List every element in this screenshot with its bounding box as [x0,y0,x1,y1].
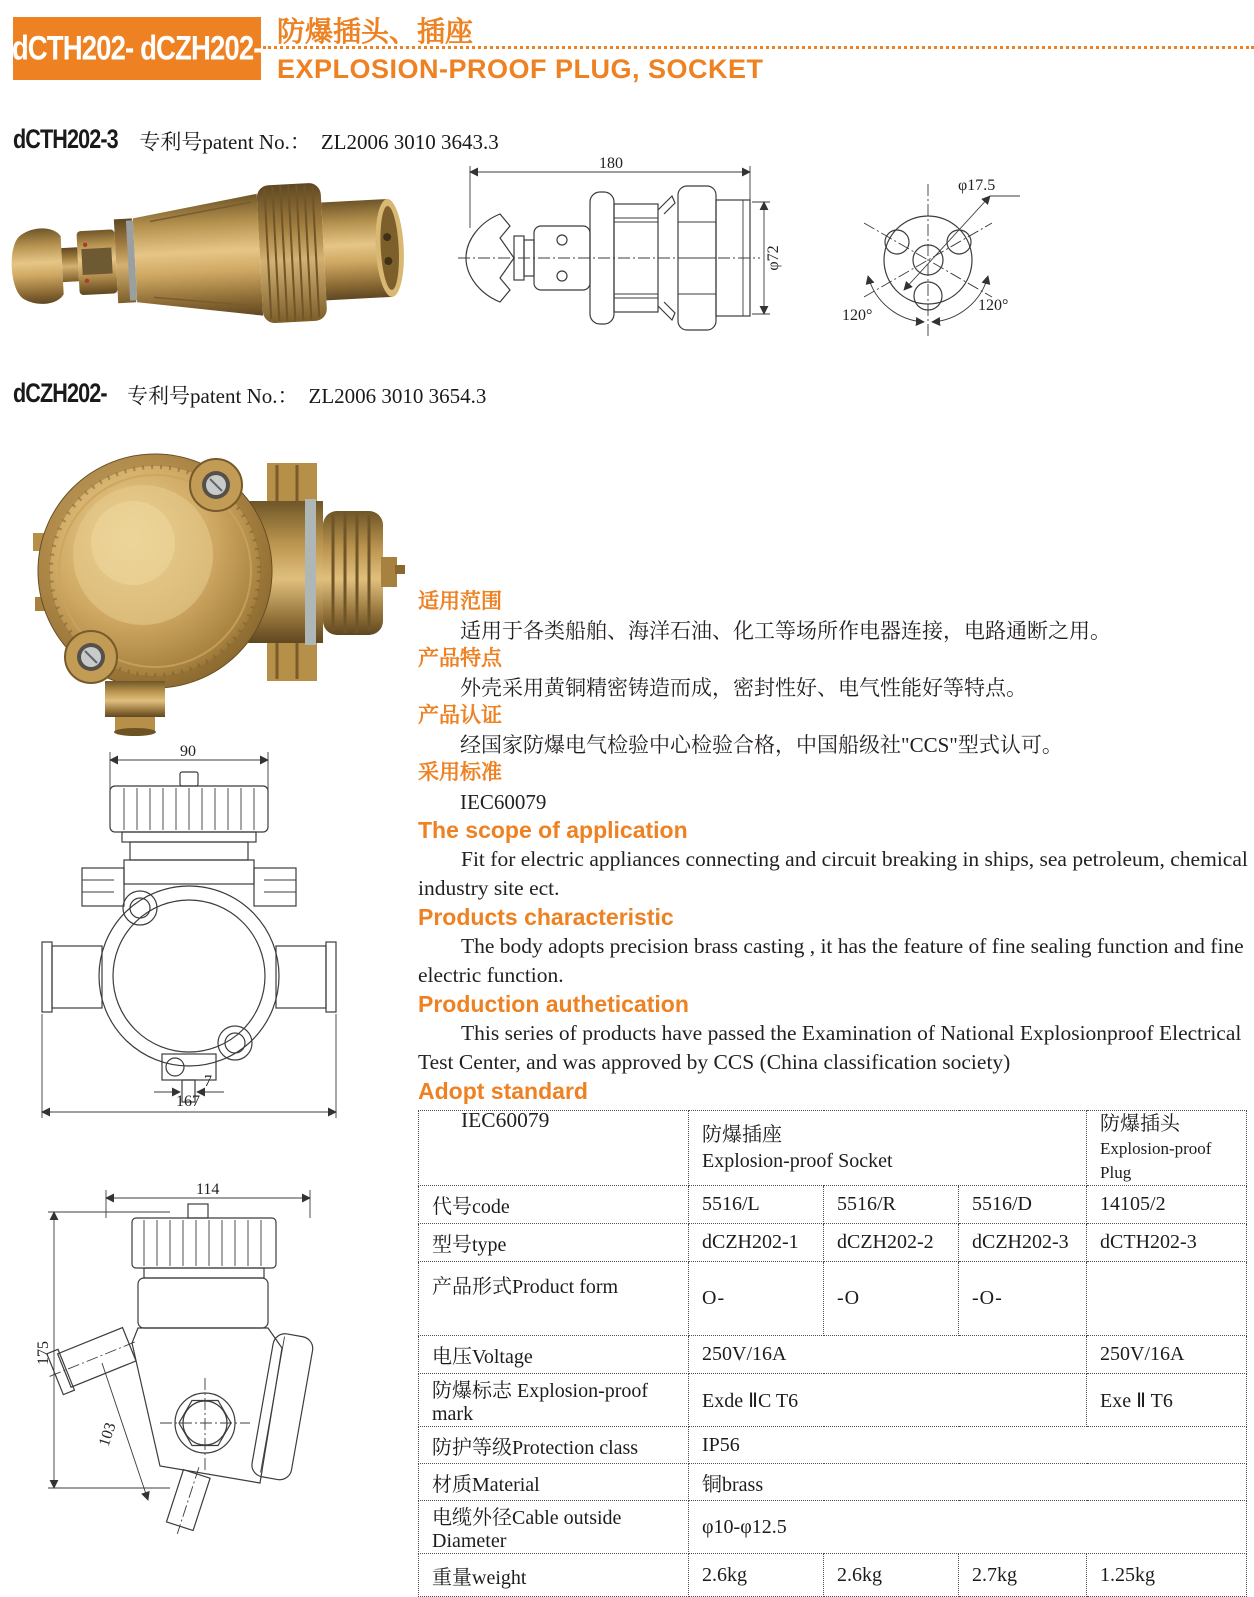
voltage-plug: 250V/16A [1087,1336,1247,1374]
mark-label: 防爆标志 Explosion-proof mark [419,1374,689,1427]
plug-side-drawing [458,156,788,338]
info-heading-en-authentication: Production authetication [418,991,689,1017]
group-header-plug [1087,1111,1247,1186]
form-v1: O- [689,1262,824,1336]
type-v2: dCZH202-2 [824,1224,959,1262]
socket-patent-label: 专利号patent No.： [127,384,299,408]
cable-label: 电缆外径Cable outside Diameter [419,1501,689,1554]
code-v3: 5516/D [959,1186,1087,1224]
group-header-empty-cell [419,1111,689,1186]
weight-v2: 2.6kg [824,1554,959,1597]
mark-socket: Exde ⅡC T6 [689,1374,1087,1427]
table-row-mark [419,1374,1247,1427]
socket-photo-body [33,454,405,736]
type-v4: dCTH202-3 [1087,1224,1247,1262]
plug-patent-label: 专利号patent No.： [139,130,311,154]
form-v4 [1087,1262,1247,1336]
plug-angle-left: 120° [842,307,873,324]
table-row-voltage [419,1336,1247,1374]
info-body-zh-standard: IEC60079 [460,789,547,814]
socket-side-height-dim: 175 [35,1341,52,1365]
weight-v3: 2.7kg [959,1554,1087,1597]
group-header-socket [689,1111,1087,1186]
cable-value: φ10-φ12.5 [689,1501,1247,1554]
table-row-group-header [419,1111,1247,1186]
socket-photo [5,405,405,737]
plug-diameter-dim: φ72 [765,245,782,271]
plug-photo [2,150,437,365]
socket-group-zh: 防爆插座 [702,1124,782,1146]
material-value: 铜brass [689,1464,1247,1501]
weight-v1: 2.6kg [689,1554,824,1597]
socket-patent-number: ZL2006 3010 3654.3 [308,384,487,408]
socket-side-drawing [20,1178,388,1553]
model-series-text: dCTH202- dCZH202- [12,28,262,67]
weight-v4: 1.25kg [1087,1554,1247,1597]
plug-length-dim: 180 [599,156,623,172]
code-v4: 14105/2 [1087,1186,1247,1224]
table-row-weight [419,1554,1247,1597]
plug-group-en: Explosion-proof Plug [1100,1139,1212,1182]
info-block [418,588,1254,1135]
plug-pin-circle-dim: φ17.5 [958,177,996,194]
table-row-code [419,1186,1247,1224]
info-body-zh-feature: 外壳采用黄铜精密铸造而成，密封性好、电气性能好等特点。 [460,675,1027,700]
plug-angle-right: 120° [978,297,1009,314]
info-heading-en-standard: Adopt standard [418,1078,588,1104]
page-title-zh: 防爆插头、插座 [277,16,474,47]
plug-model-code: dCTH202-3 [13,124,118,155]
weight-label: 重量weight [419,1554,689,1597]
info-heading-en-characteristic: Products characteristic [418,904,674,930]
socket-side-width-dim: 114 [196,1181,220,1198]
table-row-cable [419,1501,1247,1554]
protection-label: 防护等级Protection class [419,1427,689,1464]
type-label: 型号type [419,1224,689,1262]
table-row-material [419,1464,1247,1501]
info-heading-zh-cert: 产品认证 [418,704,502,727]
page-title-en: EXPLOSION-PROOF PLUG, SOCKET [277,54,764,84]
protection-value: IP56 [689,1427,1247,1464]
form-label: 产品形式Product form [419,1262,689,1336]
socket-model-code: dCZH202- [13,378,107,409]
table-row-product-form [419,1262,1247,1336]
info-body-en-standard: IEC60079 [461,1108,550,1132]
plug-photo-body [8,178,407,336]
model-series-badge [13,17,261,80]
voltage-socket: 250V/16A [689,1336,1087,1374]
material-label: 材质Material [419,1464,689,1501]
code-label: 代号code [419,1186,689,1224]
socket-side-diagonal-dim: 103 [95,1420,120,1449]
info-heading-en-scope: The scope of application [418,817,688,843]
socket-stem-dim: 7 [204,1073,212,1090]
info-heading-zh-feature: 产品特点 [418,647,502,670]
form-v2: -O [824,1262,959,1336]
table-row-protection [419,1427,1247,1464]
info-body-en-scope: Fit for electric appliances connecting and circuit breaking in ships, sea petroleum, chemical industry site ect. [418,847,1248,900]
info-body-en-characteristic: The body adopts precision brass casting , it has the feature of fine sealing function and fine electric function. [418,934,1244,987]
socket-top-width-dim: 90 [180,743,196,760]
mark-plug: Exe Ⅱ T6 [1087,1374,1247,1427]
plug-patent-number: ZL2006 3010 3643.3 [320,130,499,154]
spec-table [418,1110,1247,1597]
type-v3: dCZH202-3 [959,1224,1087,1262]
code-v1: 5516/L [689,1186,824,1224]
info-body-en-authentication: This series of products have passed the Examination of National Explosionproof Electrical Test Center, and was approved by CCS (China classification society) [418,1021,1242,1074]
socket-group-en: Explosion-proof Socket [702,1150,893,1172]
info-body-zh-cert: 经国家防爆电气检验中心检验合格，中国船级社"CCS"型式认可。 [460,732,1063,757]
type-v1: dCZH202-1 [689,1224,824,1262]
code-v2: 5516/R [824,1186,959,1224]
info-body-zh-scope: 适用于各类船舶、海洋石油、化工等场所作电器连接，电路通断之用。 [460,618,1111,643]
socket-front-drawing [38,740,396,1120]
plug-group-zh: 防爆插头 [1100,1113,1181,1135]
plug-face-drawing [840,172,1025,344]
socket-total-width-dim: 167 [176,1093,200,1110]
table-row-type [419,1224,1247,1262]
info-heading-zh-standard: 采用标准 [418,761,502,784]
voltage-label: 电压Voltage [419,1336,689,1374]
info-heading-zh-scope: 适用范围 [418,590,502,613]
form-v3: -O- [959,1262,1087,1336]
